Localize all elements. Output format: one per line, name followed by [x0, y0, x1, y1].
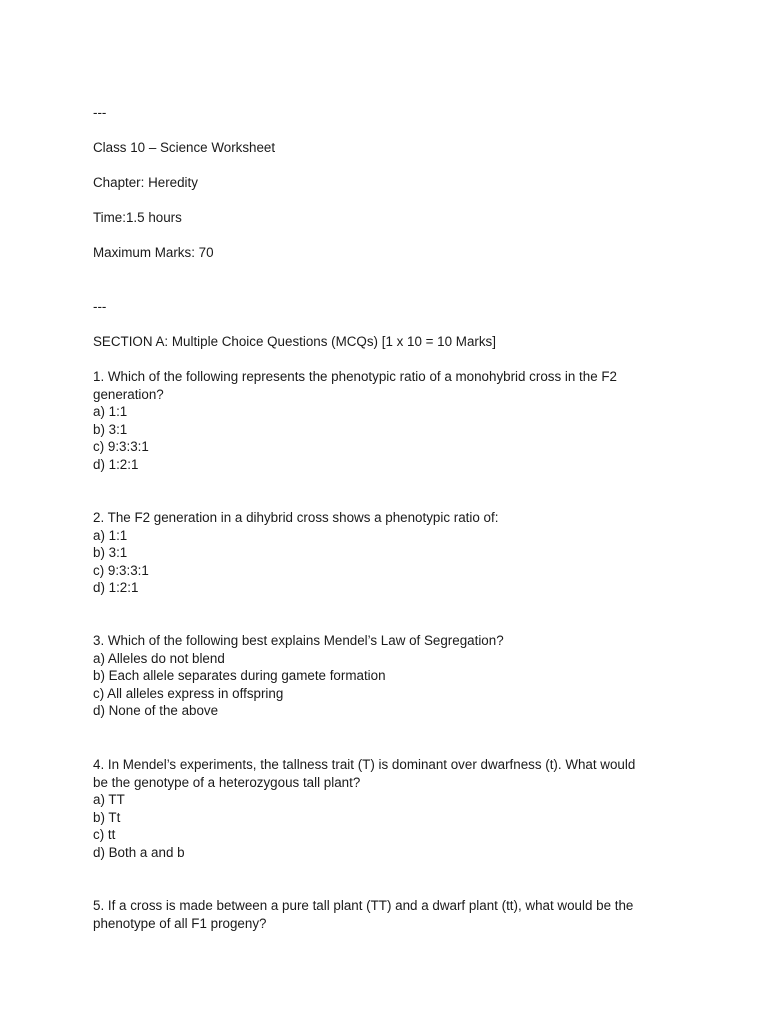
question-stem: 2. The F2 generation in a dihybrid cross shows a phenotypic ratio of: [93, 510, 499, 525]
question-5 [93, 897, 633, 932]
question-stem: 1. Which of the following represents the phenotypic ratio of a monohybrid cross in the F2 [93, 369, 618, 384]
question-3 [93, 632, 504, 720]
option-b: b) Tt [93, 809, 121, 825]
option-c: c) 9:3:3:1 [93, 562, 149, 578]
option-b: b) Each allele separates during gamete formation [93, 668, 386, 683]
option-a: a) TT [93, 792, 125, 807]
option-a: a) 1:1 [93, 527, 128, 543]
option-a: a) Alleles do not blend [93, 650, 225, 666]
question-stem: 5. If a cross is made between a pure tall plant (TT) and a dwarf plant (tt), what would be the [93, 898, 634, 913]
option-c: c) 9:3:3:1 [93, 439, 149, 454]
option-a: a) 1:1 [93, 404, 128, 419]
question-stem: be the genotype of a heterozygous tall plant? [93, 774, 361, 790]
section-a-heading: SECTION A: Multiple Choice Questions (MCQs) [1 x 10 = 10 Marks] [93, 334, 496, 349]
separator-line: --- [93, 299, 107, 314]
question-stem: 4. In Mendel’s experiments, the tallness trait (T) is dominant over dwarfness (t). What would [93, 757, 636, 772]
question-stem: 3. Which of the following best explains Mendel’s Law of Segregation? [93, 633, 504, 648]
question-stem: generation? [93, 386, 164, 402]
option-c: c) tt [93, 827, 116, 842]
option-c: c) All alleles express in offspring [93, 685, 284, 701]
question-stem: phenotype of all F1 progeny? [93, 915, 267, 931]
question-2 [93, 509, 498, 597]
option-d: d) None of the above [93, 703, 219, 718]
question-4 [93, 756, 635, 861]
time-line: Time:1.5 hours [93, 210, 182, 225]
worksheet-title: Class 10 – Science Worksheet [93, 140, 276, 155]
chapter-line: Chapter: Heredity [93, 175, 198, 190]
separator-line: --- [93, 105, 107, 120]
option-d: d) 1:2:1 [93, 580, 139, 595]
option-d: d) Both a and b [93, 844, 185, 860]
option-b: b) 3:1 [93, 421, 128, 437]
max-marks-line: Maximum Marks: 70 [93, 245, 214, 260]
option-d: d) 1:2:1 [93, 456, 139, 472]
option-b: b) 3:1 [93, 545, 128, 560]
question-1 [93, 368, 617, 473]
